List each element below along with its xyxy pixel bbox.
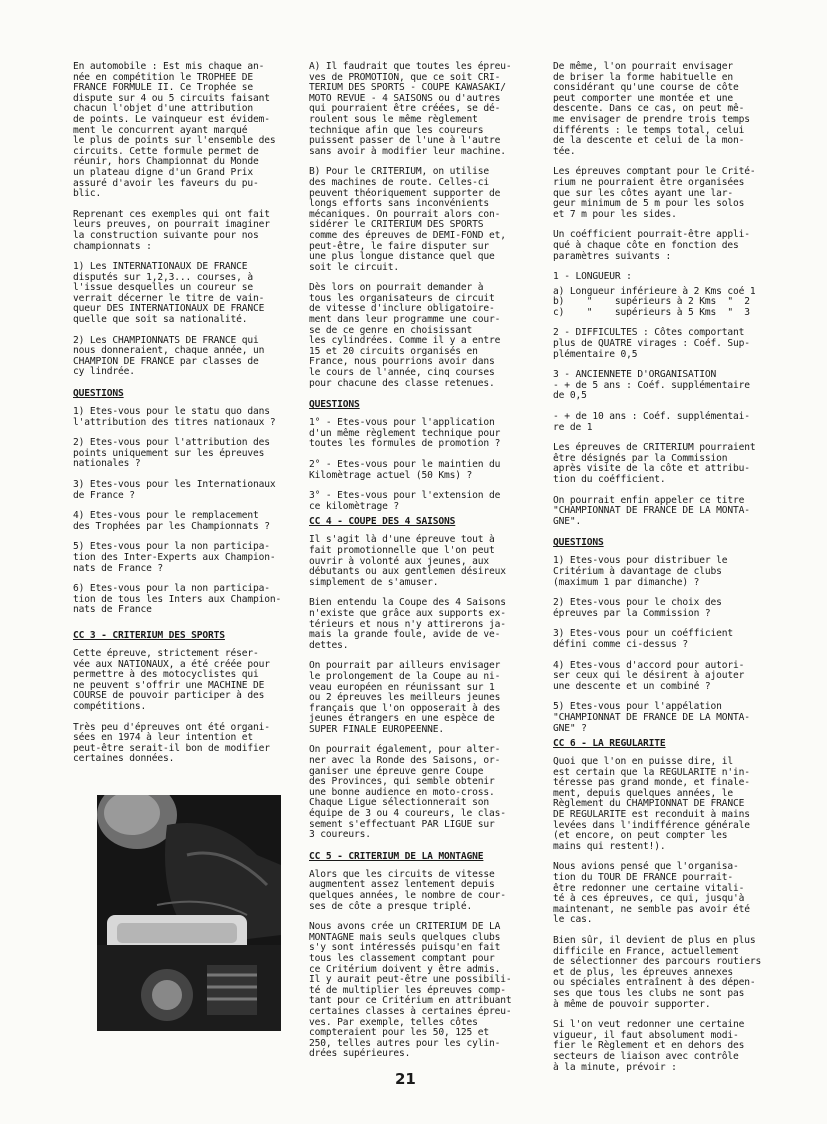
paragraph: On pourrait par ailleurs envisager le prolongement de la Coupe au ni- veau européen en réunissant sur 1 ou 2 épreuves les meilleurs jeunes français que l'on opposerait à des jeunes étrangers en une espèce de SUPER FINALE EUROPEENNE. (309, 660, 501, 735)
section-heading: CC 5 - CRITERIUM DE LA MONTAGNE (309, 850, 484, 862)
section-heading: QUESTIONS (553, 537, 604, 549)
paragraph: De même, l'on pourrait envisager de briser la forme habituelle en considérant qu'une course de côte peut comporter une montée et une descente. Dans ce cas, on peut mê- me envisager de prendre trois temps différents : le temps total, celui de la descente et celui de la mon- tée. (553, 61, 750, 157)
list-heading: 1 - LONGUEUR : (553, 271, 632, 283)
paragraph: Nous avons crée un CRITERIUM DE LA MONTAGNE mais seuls quelques clubs s'y sont intéressés puisqu'en fait tous les classement comptant pour ce Critérium doivent y être admis. Il y aurait peut-être une possibili- té de multiplier les épreuves comp- tant pour ce Critérium en attribuant certaines classes à certaines épreu- ves. Par exemple, telles côtes compteraient pour les 50, 125 et 250, telles autres pour les cylin- drées supérieures. (309, 921, 512, 1060)
question: 5) Etes-vous pour l'appélation "CHAMPIONNAT DE FRANCE DE LA MONTA- GNE" ? (553, 701, 750, 734)
paragraph: On pourrait enfin appeler ce titre "CHAMPIONNAT DE FRANCE DE LA MONTA- GNE". (553, 494, 750, 527)
paragraph: Très peu d'épreuves ont été organi- sées en 1974 à leur intention et peut-être serait-il bon de modifier certaines données. (73, 721, 270, 765)
paragraph: On pourrait également, pour alter- ner avec la Ronde des Saisons, or- ganiser une épreuve genre Coupe des Provinces, qui semble obtenir une bonne audience en moto-cross. Chaque Ligue sélectionnerait son équipe de 3 ou 4 coureurs, le clas- sement s'effectuant PAR LIGUE sur 3 coureurs. (309, 744, 506, 841)
column-1 (73, 62, 295, 775)
paragraph: 2) Les CHAMPIONNATS DE FRANCE qui nous donneraient, chaque année, un CHAMPION DE FRANCE par classes de cy lindrée. (73, 334, 265, 378)
paragraph: B) Pour le CRITERIUM, on utilise des machines de route. Celles-ci peuvent théoriquement supporter de longs efforts sans inconvénients mécaniques. On pourrait alors con- sidérer le CRITERIUM DES SPORTS comme des épreuves de DEMI-FOND et, peut-être, le faire disputer sur une plus longue distance quel que soit le circuit. (309, 166, 506, 273)
question: 1) Etes-vous pour distribuer le Critérium à davantage de clubs (maximum 1 par dimanche) ? (553, 555, 728, 588)
paragraph: Les épreuves de CRITERIUM pourraient être désignés par la Commission après visite de la côte et attribu- tion du coéfficient. (553, 442, 756, 485)
paragraph: 1) Les INTERNATIONAUX DE FRANCE disputés sur 1,2,3... courses, à l'issue desquelles un coureur se verrait décerner le titre de vain- queur DES INTERNATIONAUX DE FRANCE quelle que soit sa nationalité. (73, 261, 265, 326)
question: 2) Etes-vous pour le choix des épreuves par la Commission ? (553, 597, 722, 619)
question: 3) Etes-vous pour les Internationaux de France ? (73, 479, 276, 501)
question: 3) Etes-vous pour un coéfficient défini comme ci-dessus ? (553, 628, 734, 650)
longueur-list: a) Longueur inférieure à 2 Kms coé 1 b) " supérieurs à 2 Kms " 2 c) " supérieurs à 5 Kms " 3 (553, 285, 756, 318)
section-heading: QUESTIONS (309, 399, 360, 411)
question: 5) Etes-vous pour la non participa- tion des Inter-Experts aux Champion- nats de France ? (73, 541, 276, 574)
paragraph-automobile: En automobile : Est mis chaque an- née en compétition le TROPHEE DE FRANCE FORMULE II. Ce Trophée se dispute sur 4 ou 5 circuits faisant chacun l'objet d'une attribution de points. Le vainqueur est évidem- ment le concurrent ayant marqué le plus de points sur l'ensemble des circuits. Cette formule permet de réunir, hors Championnat du Monde un plateau digne d'un Grand Prix assuré d'avoir les faveurs du pu- blic. (73, 61, 276, 200)
paragraph: Les épreuves comptant pour le Crité- rium ne pourraient être organisées que sur les côtes ayant une lar- geur minimum de 5 m pour les solos et 7 m pour les sides. (553, 166, 756, 220)
paragraph: Alors que les circuits de vitesse augmentent assez lentement depuis quelques années, le nombre de cour- ses de côte a presque triplé. (309, 868, 506, 912)
paragraph: Si l'on veut redonner une certaine vigueur, il faut absolument modi- fier le Règlement et en dehors des secteurs de liaison avec contrôle à la minute, prévoir : (553, 1019, 745, 1073)
page-number: 21 (395, 1070, 416, 1088)
question: 3° - Etes-vous pour l'extension de ce kilomètrage ? (309, 490, 501, 512)
question: 2° - Etes-vous pour le maintien du Kilomètrage actuel (50 Kms) ? (309, 459, 501, 481)
paragraph: Bien entendu la Coupe des 4 Saisons n'existe que grâce aux supports ex- térieurs et nous n'y attirerons ja- mais la grande foule, avide de ve- dettes. (309, 597, 506, 651)
paragraph: Un coéfficient pourrait-être appli- qué à chaque côte en fonction des paramètres suivants : (553, 229, 750, 262)
paragraph: Bien sûr, il devient de plus en plus difficile en France, actuellement de sélectionner des parcours routiers et de plus, les épreuves annexes ou spéciales entraînent à des dépen- ses que tous les clubs ne sont pas à même de pouvoir supporter. (553, 935, 762, 1010)
paragraph: A) Il faudrait que toutes les épreu- ves de PROMOTION, que ce soit CRI- TERIUM DES SPORTS - COUPE KAWASAKI/ MOTO REVUE - 4 SAISONS ou d'autres qui pourraient être créées, se dé- roulent sous le même règlement technique afin que les coureurs puissent passer de l'une à l'autre sans avoir à modifier leur machine. (309, 61, 512, 157)
question: 4) Etes-vous d'accord pour autori- ser ceux qui le désirent à ajouter une descente et un combiné ? (553, 659, 745, 692)
motorcyclist-photo (97, 795, 281, 1031)
column-2 (309, 62, 529, 1070)
question: 4) Etes-vous pour le remplacement des Trophées par les Championnats ? (73, 510, 270, 532)
section-heading: CC 6 - LA REGULARITE (553, 738, 666, 750)
paragraph: 2 - DIFFICULTES : Côtes comportant plus de QUATRE virages : Coéf. Sup- plémentaire 0,5 (553, 327, 750, 360)
question: 1) Etes-vous pour le statu quo dans l'attribution des titres nationaux ? (73, 406, 276, 428)
paragraph: Dès lors on pourrait demander à tous les organisateurs de circuit de vitesse d'inclure obligatoire- ment dans leur programme une cour- se de ce genre en choisissant les cylindrées. Comme il y a entre 15 et 20 circuits organisés en France, nous pourrions avoir dans le cours de l'année, cinq courses pour chacune des classe retenues. (309, 282, 501, 389)
paragraph: Nous avions pensé que l'organisa- tion du TOUR DE FRANCE pourrait- être redonner une certaine vitali- té à ces épreuves, ce qui, jusqu'à maintenant, ne semble pas avoir été le cas. (553, 861, 750, 926)
paragraph: Il s'agit là d'une épreuve tout à fait promotionnelle que l'on peut ouvrir à volonté aux jeunes, aux débutants ou aux gentlemen désireux simplement de s'amuser. (309, 534, 506, 588)
paragraph: - + de 10 ans : Coéf. supplémentai- re de 1 (553, 411, 750, 433)
paragraph: Quoi que l'on en puisse dire, il est certain que la REGULARITE n'in- téresse pas grand monde, et finale- ment, depuis quelques années, le Règlement du CHAMPIONNAT DE FRANCE DE REGULARITE est reconduit à mains levées dans l'indifférence générale (et encore, on peut compter les mains qui restent!). (553, 756, 750, 852)
question: 6) Etes-vous pour la non participa- tion de tous les Inters aux Champion- nats de France (73, 583, 282, 616)
question: 2) Etes-vous pour l'attribution des points uniquement sur les épreuves nationales ? (73, 437, 270, 470)
paragraph: Reprenant ces exemples qui ont fait leurs preuves, on pourrait imaginer la construction suivante pour nos championnats : (73, 208, 270, 252)
section-heading: CC 3 - CRITERIUM DES SPORTS (73, 629, 225, 641)
section-heading: QUESTIONS (73, 388, 124, 400)
paragraph: Cette épreuve, strictement réser- vée aux NATIONAUX, a été créée pour permettre à des motocyclistes qui ne peuvent s'offrir une MACHINE DE COURSE de pouvoir participer à des compétitions. (73, 647, 270, 712)
question: 1° - Etes-vous pour l'application d'un même règlement technique pour toutes les formules de promotion ? (309, 417, 501, 450)
column-3 (553, 62, 772, 1083)
paragraph: 3 - ANCIENNETE D'ORGANISATION - + de 5 ans : Coéf. supplémentaire de 0,5 (553, 369, 750, 402)
section-heading: CC 4 - COUPE DES 4 SAISONS (309, 516, 456, 528)
